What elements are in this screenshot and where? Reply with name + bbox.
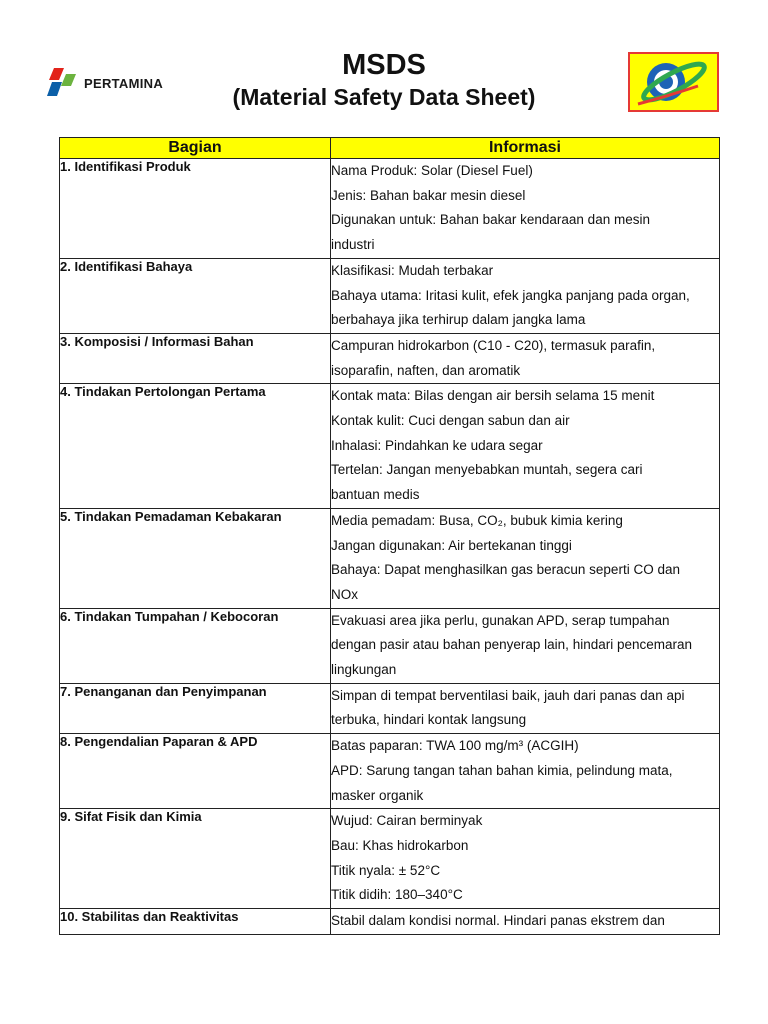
info-cell	[331, 258, 720, 333]
section-cell: 10. Stabilitas dan Reaktivitas	[60, 909, 331, 935]
info-line: Digunakan untuk: Bahan bakar kendaraan dan mesin	[331, 212, 650, 228]
info-line: Stabil dalam kondisi normal. Hindari panas ekstrem dan	[331, 913, 665, 929]
info-line: Inhalasi: Pindahkan ke udara segar	[331, 437, 543, 453]
table-row	[60, 159, 720, 259]
info-line: Simpan di tempat berventilasi baik, jauh dari panas dan api	[331, 687, 685, 703]
info-line: Nama Produk: Solar (Diesel Fuel)	[331, 163, 533, 178]
info-cell	[331, 608, 720, 683]
info-line: masker organik	[331, 787, 424, 803]
info-line: bantuan medis	[331, 487, 420, 503]
column-header-informasi: Informasi	[331, 138, 720, 159]
section-cell: 3. Komposisi / Informasi Bahan	[60, 333, 331, 383]
info-line: Evakuasi area jika perlu, gunakan APD, serap tumpahan	[331, 612, 670, 628]
info-line: industri	[331, 237, 375, 253]
section-cell: 1. Identifikasi Produk	[60, 159, 331, 259]
page-title: MSDS	[342, 49, 426, 81]
info-line: Kontak kulit: Cuci dengan sabun dan air	[331, 413, 570, 429]
right-emblem	[628, 52, 719, 112]
info-line: Titik didih: 180–340°C	[331, 887, 463, 903]
column-header-bagian: Bagian	[60, 138, 331, 159]
info-line: Tertelan: Jangan menyebabkan muntah, segera cari	[331, 462, 643, 478]
info-line: Klasifikasi: Mudah terbakar	[331, 262, 494, 278]
table-row	[60, 683, 720, 733]
info-cell	[331, 159, 720, 259]
section-cell: 6. Tindakan Tumpahan / Kebocoran	[60, 608, 331, 683]
info-line: Titik nyala: ± 52°C	[331, 862, 441, 878]
section-cell: 8. Pengendalian Paparan & APD	[60, 734, 331, 809]
table-row	[60, 909, 720, 935]
info-cell	[331, 333, 720, 383]
table-row	[60, 809, 720, 909]
table-body	[60, 159, 720, 935]
pertamina-logo-text: PERTAMINA	[84, 76, 164, 91]
info-line: APD: Sarung tangan tahan bahan kimia, pelindung mata,	[331, 762, 673, 778]
info-line: Bahaya: Dapat menghasilkan gas beracun seperti CO dan	[331, 562, 680, 578]
section-cell: 9. Sifat Fisik dan Kimia	[60, 809, 331, 909]
table-row	[60, 508, 720, 608]
msds-table	[59, 137, 720, 935]
info-line: isoparafin, naften, dan aromatik	[331, 362, 521, 378]
info-line: Jenis: Bahan bakar mesin diesel	[331, 187, 526, 203]
info-line: terbuka, hindari kontak langsung	[331, 712, 527, 728]
info-cell	[331, 384, 720, 509]
info-line: NOx	[331, 586, 358, 602]
info-line: Jangan digunakan: Air bertekanan tinggi	[331, 537, 572, 553]
info-line: Media pemadam: Busa, CO₂, bubuk kimia kering	[331, 512, 623, 528]
table-row	[60, 384, 720, 509]
table-row	[60, 333, 720, 383]
info-line: Bau: Khas hidrokarbon	[331, 837, 469, 853]
section-cell: 5. Tindakan Pemadaman Kebakaran	[60, 508, 331, 608]
section-cell: 2. Identifikasi Bahaya	[60, 258, 331, 333]
table-row	[60, 608, 720, 683]
section-cell: 7. Penanganan dan Penyimpanan	[60, 683, 331, 733]
right-emblem-icon	[628, 52, 719, 112]
info-cell	[331, 683, 720, 733]
info-cell	[331, 909, 720, 935]
info-line: Batas paparan: TWA 100 mg/m³ (ACGIH)	[331, 738, 579, 754]
info-line: Bahaya utama: Iritasi kulit, efek jangka panjang pada organ,	[331, 287, 690, 303]
info-cell	[331, 508, 720, 608]
info-line: Kontak mata: Bilas dengan air bersih selama 15 menit	[331, 388, 655, 404]
info-line: dengan pasir atau bahan penyerap lain, hindari pencemaran	[331, 637, 693, 653]
table-header-row	[60, 138, 720, 159]
table-row	[60, 258, 720, 333]
info-line: Campuran hidrokarbon (C10 - C20), termasuk parafin,	[331, 337, 656, 353]
page-subtitle: (Material Safety Data Sheet)	[232, 84, 536, 110]
info-line: lingkungan	[331, 662, 397, 678]
table-row	[60, 734, 720, 809]
info-cell	[331, 734, 720, 809]
section-cell: 4. Tindakan Pertolongan Pertama	[60, 384, 331, 509]
info-line: Wujud: Cairan berminyak	[331, 813, 483, 829]
info-line: berbahaya jika terhirup dalam jangka lama	[331, 312, 586, 328]
info-cell	[331, 809, 720, 909]
